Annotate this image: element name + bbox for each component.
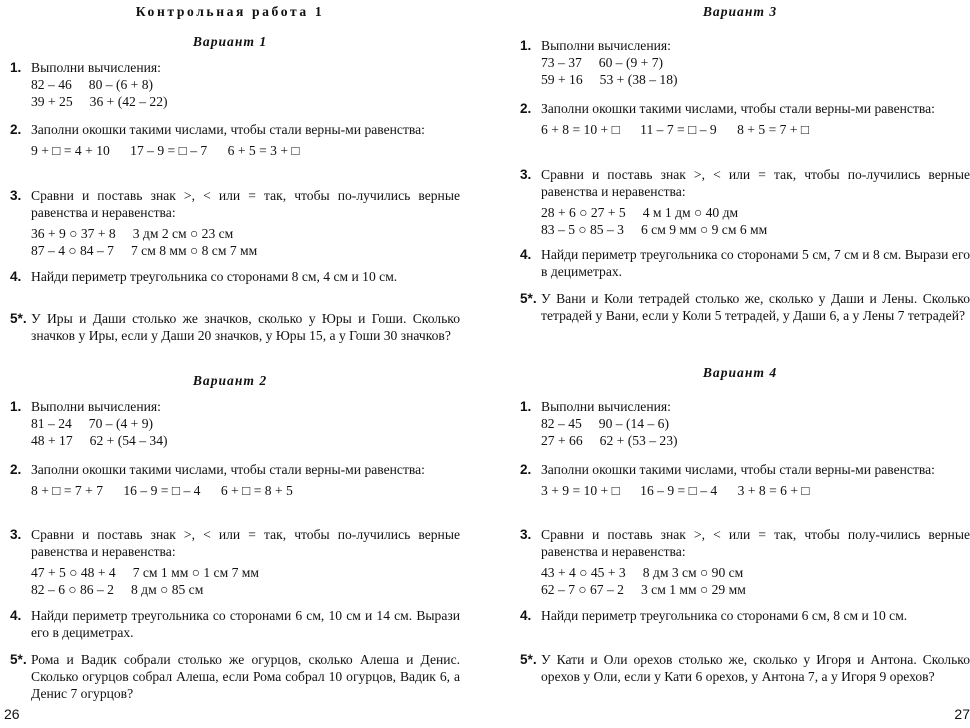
task-text: Найди периметр треугольника со сторонами 8 см, 4 см и 10 см. <box>31 269 398 284</box>
expression-line: 82 – 45 90 – (14 – 6) <box>541 416 669 431</box>
expression-line: 43 + 4 ○ 45 + 3 8 дм 3 см ○ 90 см <box>541 565 744 580</box>
expression-line: 83 – 5 ○ 85 – 3 6 см 9 мм ○ 9 см 6 мм <box>541 222 768 237</box>
variant-1-title: Вариант 1 <box>192 34 268 49</box>
v2-task-3 <box>0 526 460 598</box>
v4-task-2 <box>510 461 970 499</box>
v1-task-1 <box>0 59 460 110</box>
task-text: Сравни и поставь знак >, < или = так, чтобы по-лучились верные равенства и неравенства: <box>541 167 970 199</box>
expression-line: 48 + 17 62 + (54 – 34) <box>31 433 168 448</box>
task-text: Выполни вычисления: <box>31 60 161 75</box>
task-number: 3. <box>520 167 532 182</box>
v3-task-5 <box>510 290 970 324</box>
task-number: 3. <box>10 188 22 203</box>
v3-task-4 <box>510 246 970 280</box>
v1-task-2 <box>0 121 460 159</box>
task-text: Рома и Вадик собрали столько же огурцов, сколько Алеша и Денис. Сколько огурцов собрал Алеша, если Рома собрал 10 огурцов, Вадик 6, а Денис 7 огурцов? <box>31 652 460 701</box>
expression-line: 28 + 6 ○ 27 + 5 4 м 1 дм ○ 40 дм <box>541 205 739 220</box>
task-text: У Иры и Даши столько же значков, сколько у Юры и Гоши. Сколько значков у Иры, если у Даши 20 значков, у Юры 15, а у Гоши 30 значков? <box>31 311 460 343</box>
v2-task-5 <box>0 651 460 702</box>
task-number: 2. <box>520 462 532 477</box>
task-number: 3. <box>520 527 532 542</box>
task-text: Сравни и поставь знак >, < или = так, чтобы полу-чились верные равенства и неравенства: <box>541 527 970 559</box>
task-text: Сравни и поставь знак >, < или = так, чтобы по-лучились верные равенства и неравенства: <box>31 527 460 559</box>
task-text: Заполни окошки такими числами, чтобы стали верны-ми равенства: <box>541 101 935 116</box>
task-text: Заполни окошки такими числами, чтобы стали верны-ми равенства: <box>31 122 425 137</box>
variant-2-title: Вариант 2 <box>192 373 268 388</box>
task-number: 1. <box>10 60 22 75</box>
expression-line: 62 – 7 ○ 67 – 2 3 см 1 мм ○ 29 мм <box>541 582 746 597</box>
expression-line: 59 + 16 53 + (38 – 18) <box>541 72 678 87</box>
task-number: 1. <box>520 399 532 414</box>
v4-task-5 <box>510 651 970 685</box>
page-number-left: 26 <box>4 706 20 722</box>
variant-4-title: Вариант 4 <box>702 365 778 380</box>
expression-line: 87 – 4 ○ 84 – 7 7 см 8 мм ○ 8 см 7 мм <box>31 243 258 258</box>
v2-task-1 <box>0 398 460 449</box>
v2-task-4 <box>0 607 460 641</box>
expression-line: 9 + □ = 4 + 10 17 – 9 = □ – 7 6 + 5 = 3 + □ <box>31 143 300 158</box>
v3-task-1 <box>510 37 970 88</box>
task-number: 5*. <box>10 311 27 326</box>
v1-task-5 <box>0 310 460 344</box>
left-page <box>0 0 460 728</box>
v1-task-3 <box>0 187 460 259</box>
expression-line: 6 + 8 = 10 + □ 11 – 7 = □ – 9 8 + 5 = 7 + □ <box>541 122 810 137</box>
expression-line: 81 – 24 70 – (4 + 9) <box>31 416 154 431</box>
task-text: У Вани и Коли тетрадей столько же, сколько у Даши и Лены. Сколько тетрадей у Вани, если у Коли 5 тетрадей, у Даши 6, а у Лены 7 тетрадей? <box>541 291 970 323</box>
task-text: Заполни окошки такими числами, чтобы стали верны-ми равенства: <box>541 462 935 477</box>
task-text: Заполни окошки такими числами, чтобы стали верны-ми равенства: <box>31 462 425 477</box>
task-number: 2. <box>520 101 532 116</box>
task-number: 2. <box>10 462 22 477</box>
task-number: 3. <box>10 527 22 542</box>
v3-task-2 <box>510 100 970 138</box>
task-number: 1. <box>10 399 22 414</box>
v4-task-3 <box>510 526 970 598</box>
task-number: 4. <box>10 608 22 623</box>
expression-line: 27 + 66 62 + (53 – 23) <box>541 433 678 448</box>
task-text: У Кати и Оли орехов столько же, сколько у Игоря и Антона. Сколько орехов у Оли, если у Кати 6 орехов, у Антона 7, а у Игоря 9 орехов? <box>541 652 970 684</box>
v3-task-3 <box>510 166 970 238</box>
variant-3-title: Вариант 3 <box>702 4 778 19</box>
task-number: 5*. <box>10 652 27 667</box>
expression-line: 73 – 37 60 – (9 + 7) <box>541 55 664 70</box>
expression-line: 47 + 5 ○ 48 + 4 7 см 1 мм ○ 1 см 7 мм <box>31 565 259 580</box>
task-text: Выполни вычисления: <box>541 38 671 53</box>
expression-line: 82 – 46 80 – (6 + 8) <box>31 77 154 92</box>
task-text: Найди периметр треугольника со сторонами 5 см, 7 см и 8 см. Вырази его в дециметрах. <box>541 247 970 279</box>
task-text: Выполни вычисления: <box>31 399 161 414</box>
work-title: Контрольная работа 1 <box>135 4 325 19</box>
task-number: 4. <box>520 608 532 623</box>
expression-line: 82 – 6 ○ 86 – 2 8 дм ○ 85 см <box>31 582 204 597</box>
task-number: 4. <box>520 247 532 262</box>
task-text: Выполни вычисления: <box>541 399 671 414</box>
v4-task-1 <box>510 398 970 449</box>
task-number: 4. <box>10 269 22 284</box>
task-number: 5*. <box>520 652 537 667</box>
expression-line: 3 + 9 = 10 + □ 16 – 9 = □ – 4 3 + 8 = 6 + □ <box>541 483 810 498</box>
task-text: Найди периметр треугольника со сторонами 6 см, 10 см и 14 см. Вырази его в дециметрах. <box>31 608 460 640</box>
task-text: Сравни и поставь знак >, < или = так, чтобы по-лучились верные равенства и неравенства: <box>31 188 460 220</box>
page-number-right: 27 <box>954 706 970 722</box>
expression-line: 36 + 9 ○ 37 + 8 3 дм 2 см ○ 23 см <box>31 226 234 241</box>
task-number: 2. <box>10 122 22 137</box>
expression-line: 8 + □ = 7 + 7 16 – 9 = □ – 4 6 + □ = 8 + 5 <box>31 483 293 498</box>
task-text: Найди периметр треугольника со сторонами 6 см, 8 см и 10 см. <box>541 608 908 623</box>
v1-task-4 <box>0 268 460 285</box>
right-page <box>510 0 970 728</box>
task-number: 1. <box>520 38 532 53</box>
v2-task-2 <box>0 461 460 499</box>
task-number: 5*. <box>520 291 537 306</box>
expression-line: 39 + 25 36 + (42 – 22) <box>31 94 168 109</box>
v4-task-4 <box>510 607 970 624</box>
